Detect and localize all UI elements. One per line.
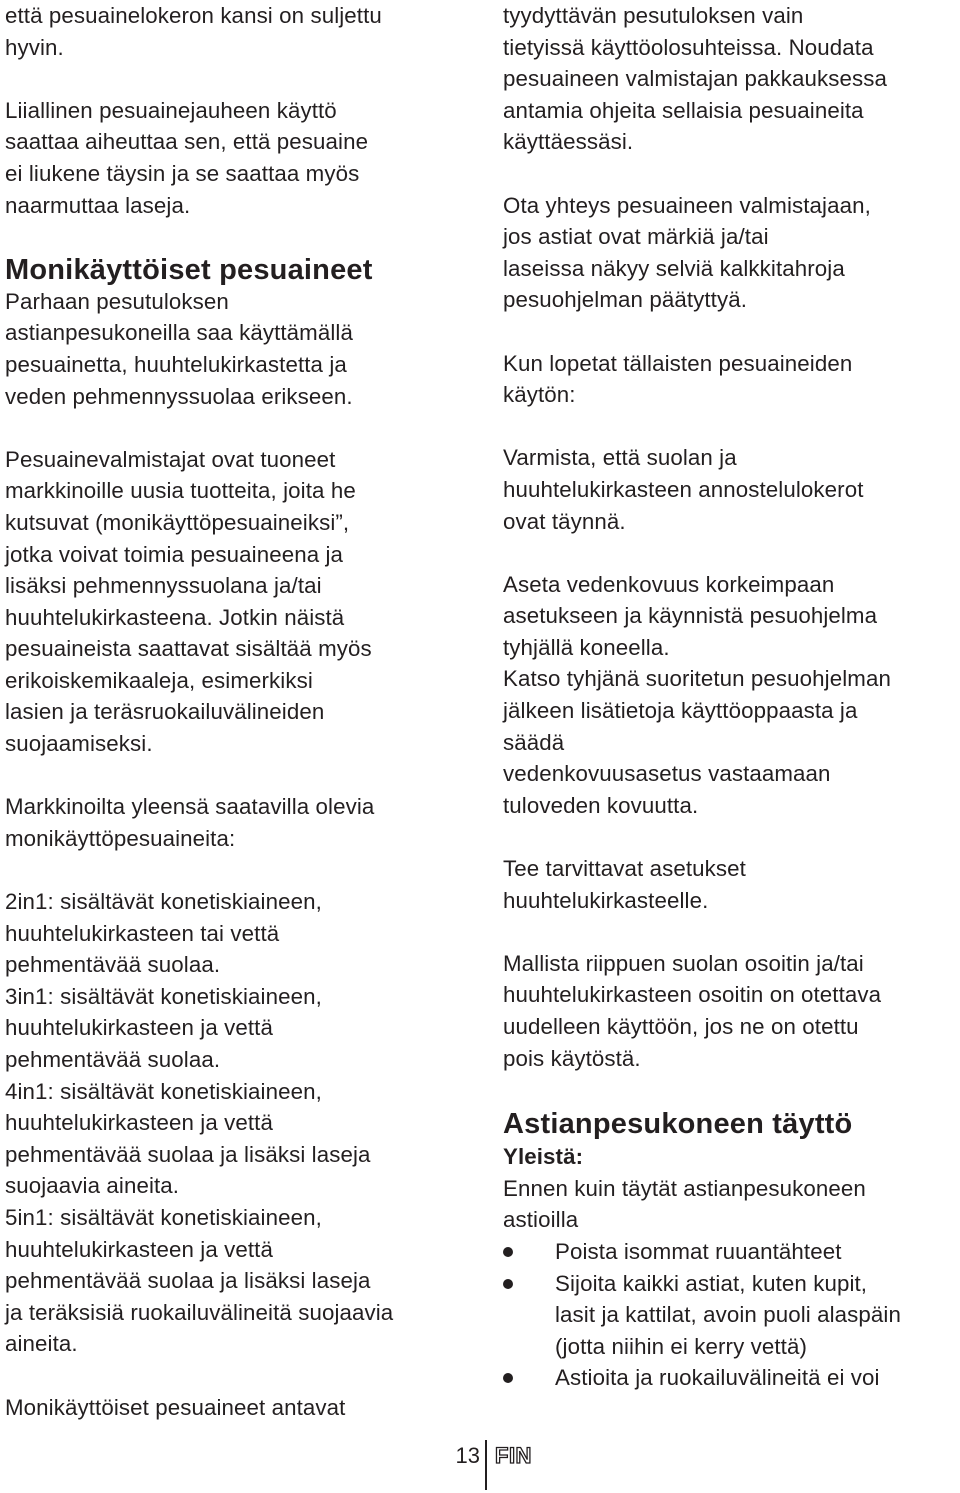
- paragraph-rinse-aid-settings: Tee tarvittavat asetukset huuhtelukirkasteelle.: [503, 856, 746, 913]
- section-title-multi-detergents: Monikäyttöiset pesuaineet: [5, 253, 373, 286]
- section-title-loading: Astianpesukoneen täyttö: [503, 1108, 853, 1141]
- paragraph-manufacturers: Pesuainevalmistajat ovat tuoneet markkinoille uusia tuotteita, joita he kutsuvat (monikäyttöpesuaineiksi”, jotka voivat toimia pesuaineena ja lisäksi pehmennyssuolana ja/tai huuhtelukirkasteena. Jotkin näistä pesuaineista saattavat sisältää myös erikoiskemikaaleja, esimerkiksi lasien ja teräsruokailuvälineiden suojaamiseksi.: [5, 446, 372, 757]
- subheading-general: Yleistä:: [503, 1144, 584, 1170]
- language-code: FIN: [495, 1443, 532, 1468]
- paragraph-satisfactory-results: tyydyttävän pesutuloksen vain tietyissä käyttöolosuhteissa. Noudata pesuaineen valmistajan pakkauksessa antamia ohjeita sellaisia pesuaineita käyttäessäsi.: [503, 3, 888, 155]
- paragraph-detergent-lid: että pesuainelokeron kansi on suljettu hyvin.: [5, 3, 382, 60]
- list-item: Poista isommat ruuantähteet: [503, 1236, 955, 1268]
- page-number: 13: [455, 1443, 480, 1468]
- paragraph-check-dispensers: Varmista, että suolan ja huuhtelukirkasteen annostelulokerot ovat täynnä.: [503, 445, 864, 534]
- bullet-icon: [503, 1279, 513, 1289]
- paragraph-set-hardness: Aseta vedenkovuus korkeimpaan asetukseen ja käynnistä pesuohjelma tyhjällä koneella.: [503, 571, 878, 660]
- right-column: [503, 0, 955, 1394]
- paragraph-see-manual: Katso tyhjänä suoritetun pesuohjelman jälkeen lisätietoja käyttöoppaasta ja säädä vedenkovuusasetus vastaamaan tuloveden kovuutta.: [503, 666, 891, 818]
- bullet-list: [503, 1236, 955, 1394]
- paragraph-when-stopping: Kun lopetat tällaisten pesuaineiden käytön:: [503, 350, 853, 408]
- paragraph-commonly-available: Markkinoilta yleensä saatavilla olevia monikäyttöpesuaineita:: [5, 794, 375, 851]
- footer-divider: [485, 1440, 487, 1490]
- paragraph-best-results: Parhaan pesutuloksen astianpesukoneilla saa käyttämällä pesuainetta, huuhtelukirkastetta ja veden pehmennyssuolaa erikseen.: [5, 288, 353, 409]
- paragraph-contact-manufacturer: Ota yhteys pesuaineen valmistajaan, jos astiat ovat märkiä ja/tai laseissa näkyy selviä kalkkitahroja pesuohjelman päätyttyä.: [503, 192, 871, 313]
- paragraph-before-loading: Ennen kuin täytät astianpesukoneen astioilla: [503, 1175, 866, 1233]
- list-item: Sijoita kaikki astiat, kuten kupit, lasit ja kattilat, avoin puoli alaspäin (jotta niihin ei kerry vettä): [503, 1268, 955, 1363]
- bullet-icon: [503, 1373, 513, 1383]
- paragraph-multi-detergents-give: Monikäyttöiset pesuaineet antavat: [5, 1394, 346, 1420]
- paragraph-detergent-types: 2in1: sisältävät konetiskiaineen, huuhtelukirkasteen tai vettä pehmentävää suolaa. 3in1: sisältävät konetiskiaineen, huuhtelukirkasteen ja vettä pehmentävää suolaa. 4in1: sisältävät konetiskiaineen, huuhtelukirkasteen ja vettä pehmentävää suolaa ja lisäksi laseja suojaavia aineita. 5in1: sisältävät konetiskiaineen, huuhtelukirkasteen ja vettä pehmentävää suolaa ja lisäksi laseja ja teräksisiä ruokailuvälineitä suojaavia aineita.: [5, 889, 394, 1357]
- bullet-icon: [503, 1247, 513, 1257]
- list-item: Astioita ja ruokailuvälineitä ei voi: [503, 1362, 955, 1394]
- paragraph-excess-powder: Liiallinen pesuainejauheen käyttö saattaa aiheuttaa sen, että pesuaine ei liukene täysin ja se saattaa myös naarmuttaa laseja.: [5, 97, 369, 218]
- paragraph-indicators: Mallista riippuen suolan osoitin ja/tai huuhtelukirkasteen osoitin on otettava uudelleen käyttöön, jos ne on otettu pois käytöstä.: [503, 950, 882, 1071]
- left-column: [5, 0, 460, 1423]
